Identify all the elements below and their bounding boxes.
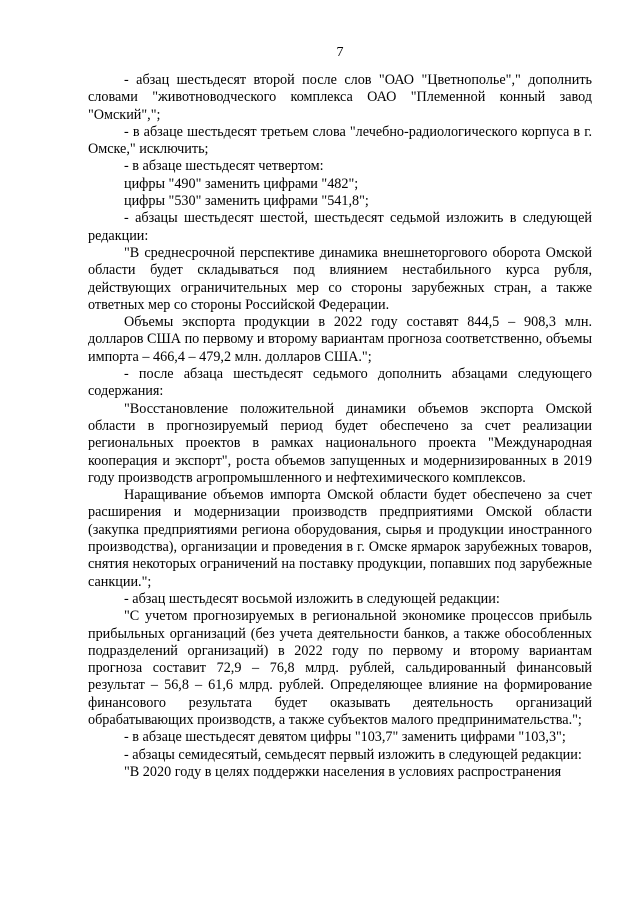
paragraph: "С учетом прогнозируемых в региональной экономике процессов прибыль прибыльных организаций (без учета деятельности банков, а также обособленных подразделений организаций) в 2022 году по первому и второму вариантам прогноза составит 72,9 – 76,8 млрд. рублей, сальдированный финансовый результат – 56,8 – 61,6 млрд. рублей. Определяющее влияние на формирование финансового результата будет оказывать деятельность организаций обрабатывающих производств, а также субъектов малого предпринимательства.";: [88, 608, 592, 728]
paragraph: "В среднесрочной перспективе динамика внешнеторгового оборота Омской области будет складываться под влиянием нестабильного курса рубля, действующих ограничительных мер со стороны зарубежных стран, а также ответных мер со стороны Российской Федерации.: [88, 244, 592, 313]
paragraph: Объемы экспорта продукции в 2022 году составят 844,5 – 908,3 млн. долларов США по первому и второму вариантам прогноза соответственно, объемы импорта – 466,4 – 479,2 млн. долларов США.";: [88, 314, 592, 365]
paragraph: Наращивание объемов импорта Омской области будет обеспечено за счет расширения и модернизации производств предприятиями Омской области (закупка предприятиями региона оборудования, сырья и продукции иностранного производства), организации и проведения в г. Омске ярмарок зарубежных товаров, снятия некоторых ограничений на поставку продукции, попавших под зарубежные санкции.";: [88, 487, 592, 590]
page-number: 7: [336, 45, 344, 60]
paragraph: - в абзаце шестьдесят четвертом:: [124, 158, 324, 175]
paragraph: цифры "490" заменить цифрами "482";: [124, 175, 359, 192]
paragraph: - абзацы семидесятый, семьдесят первый изложить в следующей редакции:: [124, 746, 582, 763]
paragraph: - после абзаца шестьдесят седьмого дополнить абзацами следующего содержания:: [88, 366, 592, 400]
paragraph: - абзац шестьдесят восьмой изложить в следующей редакции:: [124, 590, 500, 607]
paragraph: - в абзаце шестьдесят третьем слова "лечебно-радиологического корпуса в г. Омске," исключить;: [88, 123, 592, 158]
paragraph: - в абзаце шестьдесят девятом цифры "103,7" заменить цифрами "103,3";: [124, 729, 566, 746]
paragraph: "В 2020 году в целях поддержки населения в условиях распространения: [124, 763, 562, 780]
paragraph: "Восстановление положительной динамики объемов экспорта Омской области в прогнозируемый период будет обеспечено за счет реализации региональных проектов в рамках национального проекта "Международная кооперация и экспорт", роста объемов запущенных и модернизированных в 2019 году производств агропромышленного и нефтехимического комплексов.: [88, 400, 592, 486]
document-page: [88, 0, 592, 905]
paragraph: - абзац шестьдесят второй после слов "ОАО "Цветнополье"," дополнить словами "животноводческого комплекса ОАО "Племенной конный завод "Омский",";: [88, 72, 592, 123]
document-body: [88, 72, 592, 781]
paragraph: - абзацы шестьдесят шестой, шестьдесят седьмой изложить в следующей редакции:: [88, 210, 592, 244]
paragraph: цифры "530" заменить цифрами "541,8";: [124, 193, 369, 210]
